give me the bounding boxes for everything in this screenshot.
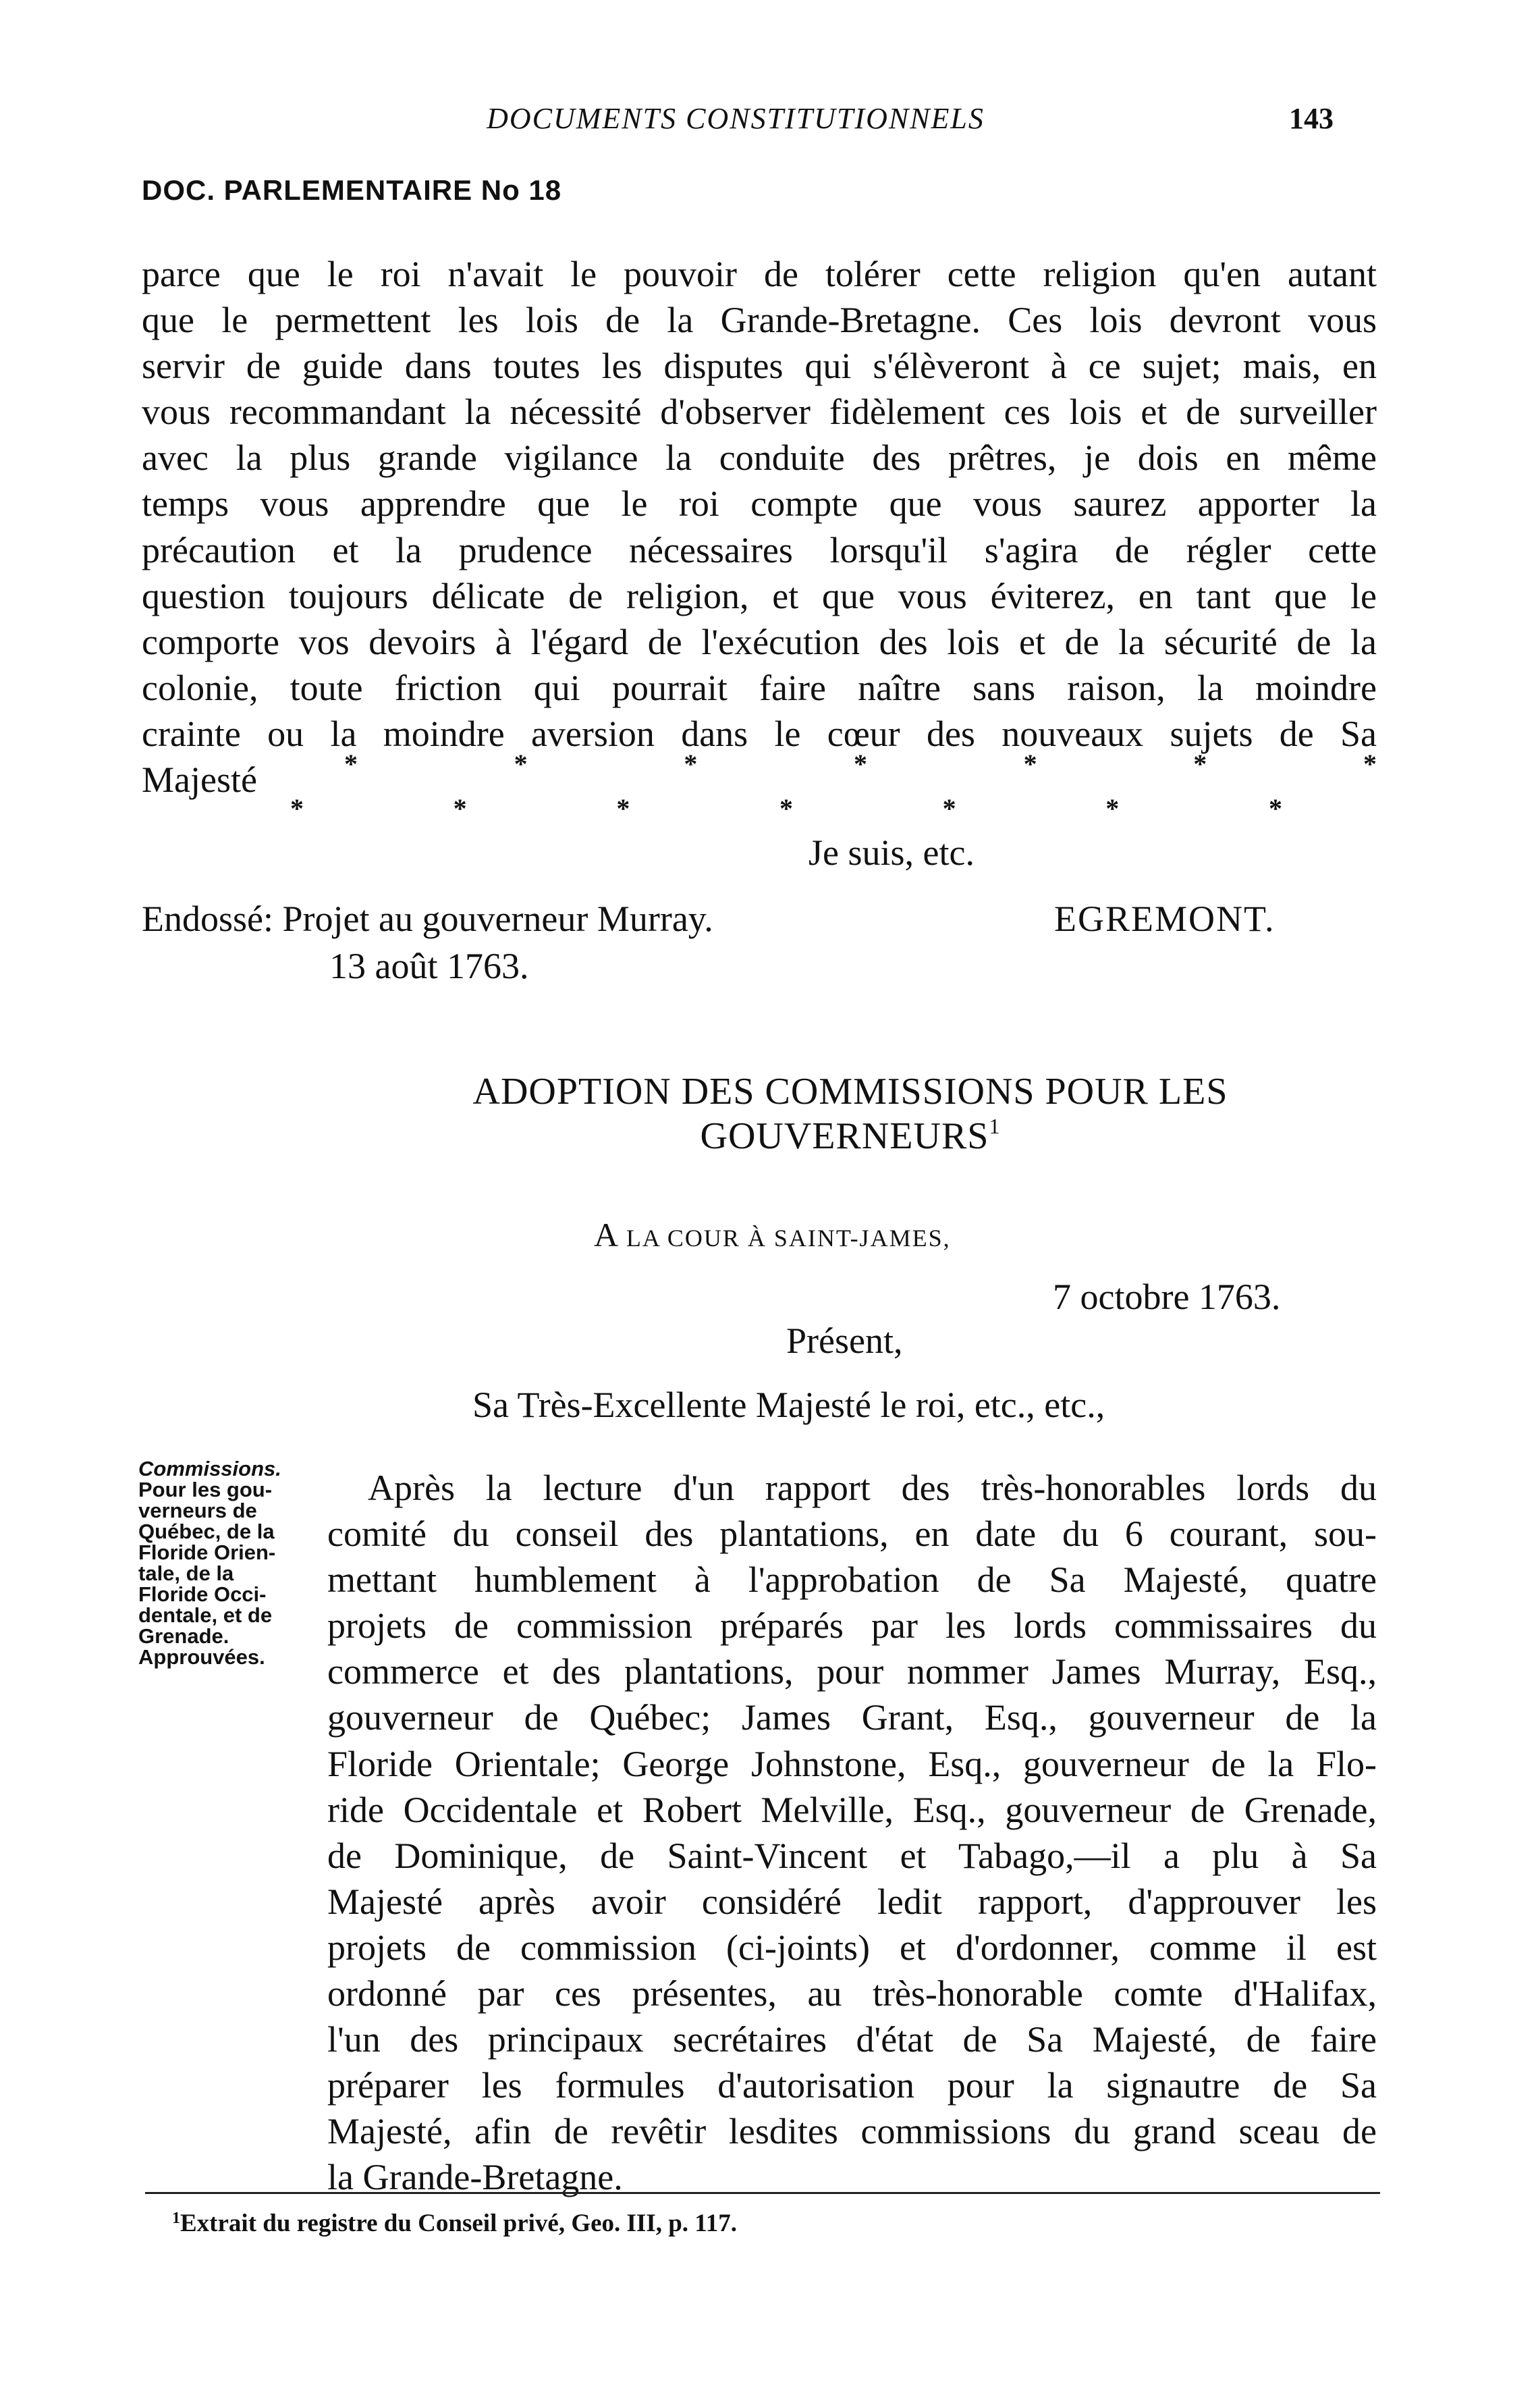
margin-note-line: verneurs de [138, 1499, 257, 1522]
endorsement-date: 13 août 1763. [329, 946, 529, 986]
footnote-text: Extrait du registre du Conseil privé, Geo. III, p. 117. [180, 2210, 738, 2237]
star-mark: * [1268, 793, 1282, 824]
text-line: commerce et des plantations, pour nommer James Murray, Esq., [327, 1651, 1377, 1692]
footnote-divider [145, 2192, 1380, 2194]
star-mark: * [453, 793, 467, 824]
location-initial: A [594, 1216, 618, 1254]
location-text: LA COUR À SAINT-JAMES, [626, 1225, 951, 1252]
letter-paragraph [142, 251, 1377, 803]
text-line: projets de commission (ci-joints) et d'ordonner, comme il est [327, 1927, 1377, 1968]
star-mark: * [344, 749, 358, 779]
text-line: crainte ou la moindre aversion dans le cœur des nouveaux sujets de Sa [142, 713, 1377, 754]
star-mark: * [616, 793, 630, 824]
text-line: Majesté après avoir considéré ledit rapport, d'approuver les [327, 1881, 1377, 1922]
meeting-date: 7 octobre 1763. [1053, 1277, 1281, 1317]
star-mark: * [942, 793, 956, 824]
letter-closing: Je suis, etc. [808, 832, 975, 873]
document-label: DOC. PARLEMENTAIRE No 18 [142, 174, 562, 206]
star-mark: * [514, 749, 528, 779]
star-mark: * [1193, 749, 1207, 779]
ellipsis-stars-row [344, 748, 1377, 780]
text-line: avec la plus grande vigilance la conduite des prêtres, je dois en même [142, 437, 1377, 479]
text-line: l'un des principaux secrétaires d'état de Sa Majesté, de faire [327, 2019, 1377, 2060]
margin-note-line: dentale, et de [138, 1603, 273, 1627]
text-line: que le permettent les lois de la Grande-Bretagne. Ces lois devront vous [142, 300, 1377, 341]
text-line: colonie, toute friction qui pourrait faire naître sans raison, la moindre [142, 667, 1377, 708]
text-line: parce que le roi n'avait le pouvoir de tolérer cette religion qu'en autant [142, 254, 1377, 294]
margin-note-line: Québec, de la [138, 1520, 275, 1543]
margin-note [138, 1458, 321, 1667]
star-mark: * [1363, 749, 1377, 779]
footnote [172, 2209, 737, 2238]
text-line: question toujours délicate de religion, et que vous éviterez, en tant que le [142, 575, 1377, 616]
text-line: projets de commission préparés par les lords commissaires du [327, 1605, 1377, 1647]
footnote-marker: 1 [172, 2210, 180, 2227]
star-mark: * [1023, 749, 1037, 779]
margin-note-line: Floride Occi- [138, 1582, 267, 1606]
section-heading-continued [378, 1114, 1323, 1158]
text-line: Majesté, afin de revêtir lesdites commissions du grand sceau de [327, 2111, 1377, 2152]
location-line [594, 1215, 951, 1254]
star-mark: * [853, 749, 867, 779]
star-mark: * [1105, 793, 1120, 824]
margin-note-line: Approuvées. [138, 1645, 265, 1669]
margin-note-title: Commissions. [138, 1457, 281, 1480]
text-line: ordonné par ces présentes, au très-honorable comte d'Halifax, [327, 1973, 1377, 2014]
text-line: la Grande-Bretagne. [327, 2157, 623, 2198]
text-line: Floride Orientale; George Johnstone, Esq., gouverneur de la Flo- [327, 1743, 1377, 1784]
heading-text: GOUVERNEURS [700, 1115, 989, 1157]
attendance-line: Sa Très-Excellente Majesté le roi, etc., etc., [472, 1385, 1105, 1425]
text-line: servir de guide dans toutes les disputes qui s'élèveront à ce sujet; mais, en [142, 346, 1377, 387]
star-mark: * [290, 793, 304, 824]
margin-note-line: Grenade. [138, 1624, 229, 1648]
text-line: comporte vos devoirs à l'égard de l'exécution des lois et de la sécurité de la [142, 621, 1377, 662]
page-number: 143 [1289, 102, 1334, 135]
endorsement: Endossé: Projet au gouverneur Murray. [142, 899, 713, 939]
section-heading: ADOPTION DES COMMISSIONS POUR LES [472, 1071, 1228, 1113]
text-line: de Dominique, de Saint-Vincent et Tabago,—il a plu à Sa [327, 1835, 1377, 1876]
body-paragraph [327, 1465, 1377, 2201]
ellipsis-stars-row [290, 793, 1282, 824]
text-line: Majesté [142, 759, 257, 801]
text-line: précaution et la prudence nécessaires lorsqu'il s'agira de régler cette [142, 529, 1377, 570]
text-line: vous recommandant la nécessité d'observer fidèlement ces lois et de surveiller [142, 392, 1377, 433]
present-label: Présent, [786, 1320, 903, 1361]
text-line: Après la lecture d'un rapport des très-honorables lords du [368, 1468, 1377, 1508]
text-line: gouverneur de Québec; James Grant, Esq., gouverneur de la [327, 1697, 1377, 1738]
margin-note-line: tale, de la [138, 1561, 234, 1585]
margin-note-line: Floride Orien- [138, 1541, 276, 1564]
margin-note-line: Pour les gou- [138, 1478, 273, 1501]
text-line: ride Occidentale et Robert Melville, Esq., gouverneur de Grenade, [327, 1789, 1377, 1830]
footnote-reference: 1 [989, 1114, 1001, 1138]
star-mark: * [684, 749, 698, 779]
text-line: temps vous apprendre que le roi compte que vous saurez apporter la [142, 483, 1377, 525]
text-line: préparer les formules d'autorisation pour la signautre de Sa [327, 2065, 1377, 2106]
text-line: mettant humblement à l'approbation de Sa Majesté, quatre [327, 1559, 1377, 1601]
star-mark: * [779, 793, 793, 824]
text-line: comité du conseil des plantations, en date du 6 courant, sou- [327, 1514, 1377, 1555]
signature: EGREMONT. [1054, 899, 1276, 939]
running-title: DOCUMENTS CONSTITUTIONNELS [487, 102, 985, 135]
